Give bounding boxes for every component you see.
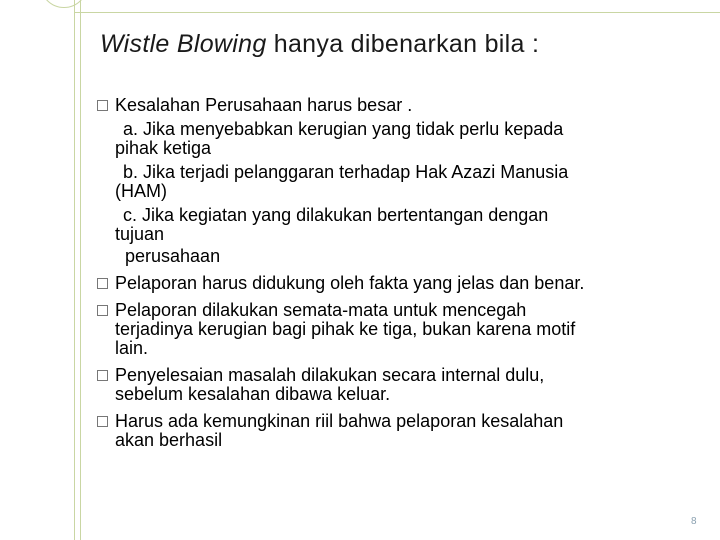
bullet-item-fakta	[97, 274, 697, 293]
sub-item-c-line1: c. Jika kegiatan yang dilakukan bertentangan dengan	[123, 205, 549, 225]
sub-item-b-line2: (HAM)	[115, 181, 167, 201]
sub-item-b	[97, 163, 697, 201]
sub-item-b-line1: b. Jika terjadi pelanggaran terhadap Hak Azazi Manusia	[123, 162, 569, 182]
bullet-text-line2: akan berhasil	[115, 430, 223, 450]
bullet-item-internal	[97, 366, 697, 404]
sub-item-c	[97, 206, 697, 266]
sub-item-a-line2: pihak ketiga	[115, 138, 212, 158]
bullet-text-line2: terjadinya kerugian bagi pihak ke tiga, bukan karena motif	[115, 319, 576, 339]
bullet-item-riil	[97, 412, 697, 450]
slide-title-rest: hanya dibenarkan bila :	[266, 30, 540, 58]
bullet-text-line1: Harus ada kemungkinan riil bahwa pelaporan kesalahan	[115, 411, 564, 431]
bullet-text-line1: Pelaporan dilakukan semata-mata untuk mencegah	[115, 300, 527, 320]
slide-content	[97, 96, 697, 450]
sub-item-a-line1: a. Jika menyebabkan kerugian yang tidak perlu kepada	[123, 119, 564, 139]
square-bullet-icon	[97, 370, 108, 381]
bullet-text: Pelaporan harus didukung oleh fakta yang jelas dan benar.	[115, 273, 585, 293]
bullet-text-line3: lain.	[115, 338, 149, 358]
square-bullet-icon	[97, 416, 108, 427]
frame-left-line	[74, 0, 75, 540]
square-bullet-icon	[97, 305, 108, 316]
square-bullet-icon	[97, 278, 108, 289]
square-bullet-icon	[97, 100, 108, 111]
slide-title-emphasis: Wistle Blowing	[100, 30, 267, 58]
sub-item-c-line2: tujuan	[115, 224, 165, 244]
slide-title	[100, 30, 539, 59]
bullet-text-line2: sebelum kesalahan dibawa keluar.	[115, 384, 391, 404]
frame-left-line-inner	[80, 0, 81, 540]
sub-item-c-line3: perusahaan	[125, 246, 221, 266]
bullet-text: Kesalahan Perusahaan harus besar .	[115, 95, 413, 115]
bullet-text-line1: Penyelesaian masalah dilakukan secara internal dulu,	[115, 365, 545, 385]
bullet-item-kesalahan	[97, 96, 697, 115]
bullet-item-mencegah	[97, 301, 697, 358]
frame-top-line	[74, 12, 720, 13]
sub-item-a	[97, 120, 697, 158]
page-number: 8	[691, 516, 697, 527]
